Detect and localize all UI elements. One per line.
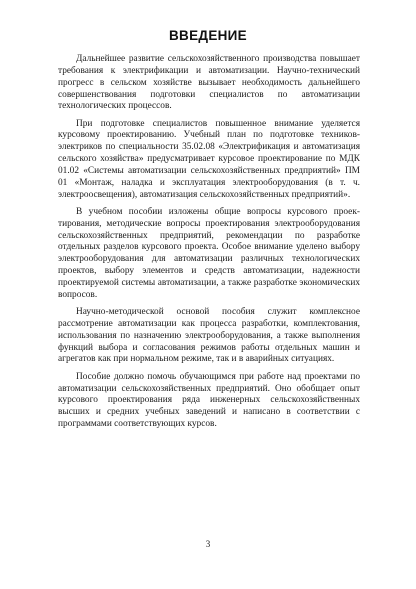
body-text [58,54,360,436]
page-number: 3 [205,539,211,549]
paragraph-2: При подготовке специалистов повышенное внимание уделяется курсовому проектированию. Учебный план по подготовке техников-электриков по специальности 35.02.08 «Электрификация и автоматизация сельского хозяйства» предусматривает курсовое проектирование по МДК 01.02 «Системы автоматизации сельскохозяйственных предприятий» ПМ 01 «Монтаж, наладка и эксплуатация электрооборудования (в т. ч. электроосвещения), автоматизация сельскохозяйственных предприятий». [58,118,360,200]
paragraph-3: В учебном пособии изложены общие вопросы курсового проектирования, методические вопросы проектирования электрооборудования сельскохозяйственных предприятий, рекомендации по разработке отдельных разделов курсового проекта. Особое внимание уделено выбору электрооборудования для автоматизации различных технологических проектов, выбору элементов и средств автоматизации, надежности проектируемой системы автоматизации, а также разработке экономических вопросов. [58,206,360,300]
paragraph-5: Пособие должно помочь обучающимся при работе над проектами по автоматизации сельскохозяйственных предприятий. Оно обобщает опыт курсового проектирования ряда инженерных сельскохозяйственных высших и средних учебных заведений и написано в соответствии с программами соответствующих курсов. [58,371,360,430]
paragraph-1: Дальнейшее развитие сельскохозяйственного производства повышает требования к электрификации и автоматизации. Научно-технический прогресс в сельском хозяйстве вызывает необходимость дальнейшего совершенствования подготовки специалистов по автоматизации технологических процессов. [58,54,360,112]
page-title: ВВЕДЕНИЕ [169,28,247,43]
paragraph-4: Научно-методической основой пособия служит комплексное рассмотрение автоматизации как процесса разработки, комплектования, использования по назначению электрооборудования, а также выполнения функций выбора и согласования режимов работы отдельных машин и агрегатов как при нормальном режиме, так и в аварийных ситуациях. [58,307,360,365]
